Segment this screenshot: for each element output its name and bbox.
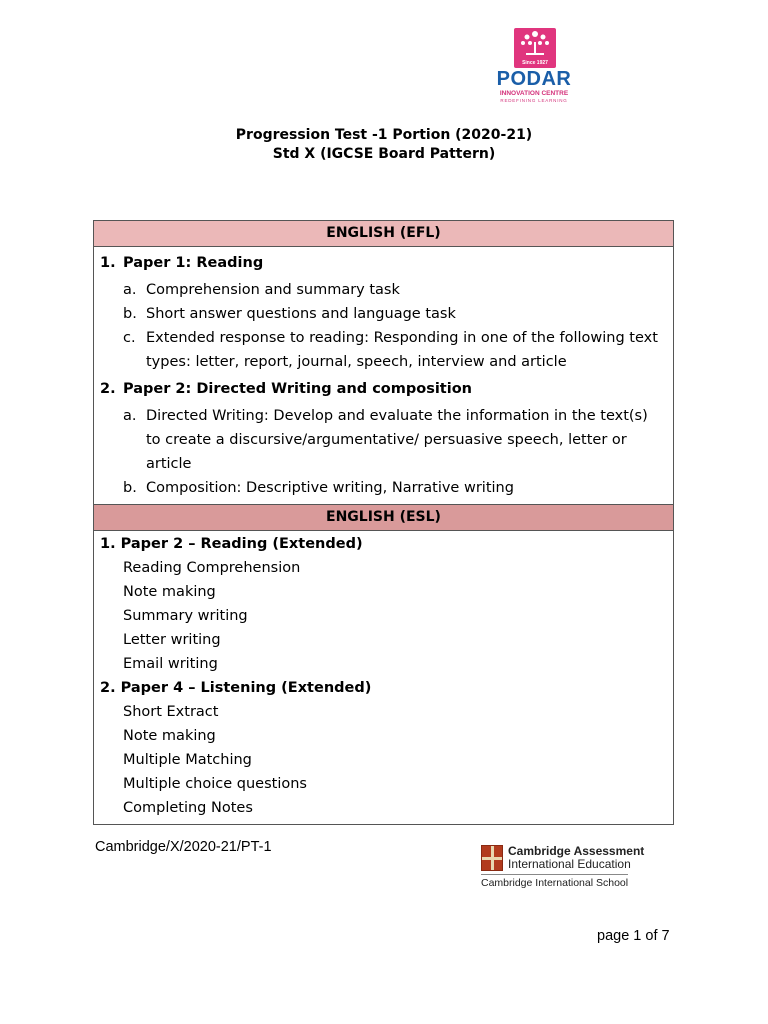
list-item: Summary writing xyxy=(123,608,248,624)
esl-heading: ENGLISH (ESL) xyxy=(94,504,673,531)
list-item: Note making xyxy=(123,728,216,744)
list-item: a. Directed Writing: Develop and evaluate the information in the text(s) to create a discursive/argumentative/ persuasive speech, letter or article xyxy=(123,408,648,472)
cambridge-line2: International Education xyxy=(508,857,631,871)
document-code: Cambridge/X/2020-21/PT-1 xyxy=(95,839,272,855)
list-item: b. Short answer questions and language task xyxy=(123,306,456,322)
efl-paper-1 xyxy=(94,251,673,275)
esl-paper-1: 1. Paper 2 – Reading (Extended) xyxy=(100,536,363,552)
efl-heading: ENGLISH (EFL) xyxy=(94,221,673,247)
page-subtitle: Std X (IGCSE Board Pattern) xyxy=(272,146,496,162)
paper-title: Paper 2: Directed Writing and composition xyxy=(123,381,472,397)
efl-paper-2 xyxy=(94,377,673,401)
cambridge-line1: Cambridge Assessment xyxy=(508,844,645,858)
shield-icon xyxy=(481,845,503,871)
esl-section xyxy=(94,531,673,824)
efl-section xyxy=(94,247,673,504)
list-item: c. Extended response to reading: Responding in one of the following text types: letter, report, journal, speech, interview and article xyxy=(123,330,658,370)
page-number: page 1 of 7 xyxy=(597,928,670,944)
list-item: Short Extract xyxy=(123,704,219,720)
esl-paper-2: 2. Paper 4 – Listening (Extended) xyxy=(100,680,372,696)
podar-badge-icon xyxy=(514,28,556,68)
divider xyxy=(481,874,628,875)
list-item: Note making xyxy=(123,584,216,600)
paper-title: Paper 1: Reading xyxy=(123,255,264,271)
list-item: a. Comprehension and summary task xyxy=(123,282,400,298)
logo-since: Since 1927 xyxy=(522,60,548,66)
logo-tagline: REDEFINING LEARNING xyxy=(500,98,568,103)
list-item: Multiple Matching xyxy=(123,752,252,768)
cambridge-logo xyxy=(481,844,645,891)
list-item: Completing Notes xyxy=(123,800,253,816)
list-item: Email writing xyxy=(123,656,218,672)
podar-logo xyxy=(484,28,584,104)
logo-subtitle: INNOVATION CENTRE xyxy=(499,90,569,97)
paper-number: 1. xyxy=(100,255,116,271)
logo-name: PODAR xyxy=(496,68,572,90)
portion-table xyxy=(93,220,674,825)
page-title: Progression Test -1 Portion (2020-21) xyxy=(235,127,533,143)
list-item: Multiple choice questions xyxy=(123,776,307,792)
list-item: Letter writing xyxy=(123,632,221,648)
list-item: Reading Comprehension xyxy=(123,560,301,576)
list-item: b. Composition: Descriptive writing, Narrative writing xyxy=(123,480,514,496)
tree-icon xyxy=(514,28,556,60)
cambridge-line3: Cambridge International School xyxy=(481,877,629,889)
paper-number: 2. xyxy=(100,381,116,397)
